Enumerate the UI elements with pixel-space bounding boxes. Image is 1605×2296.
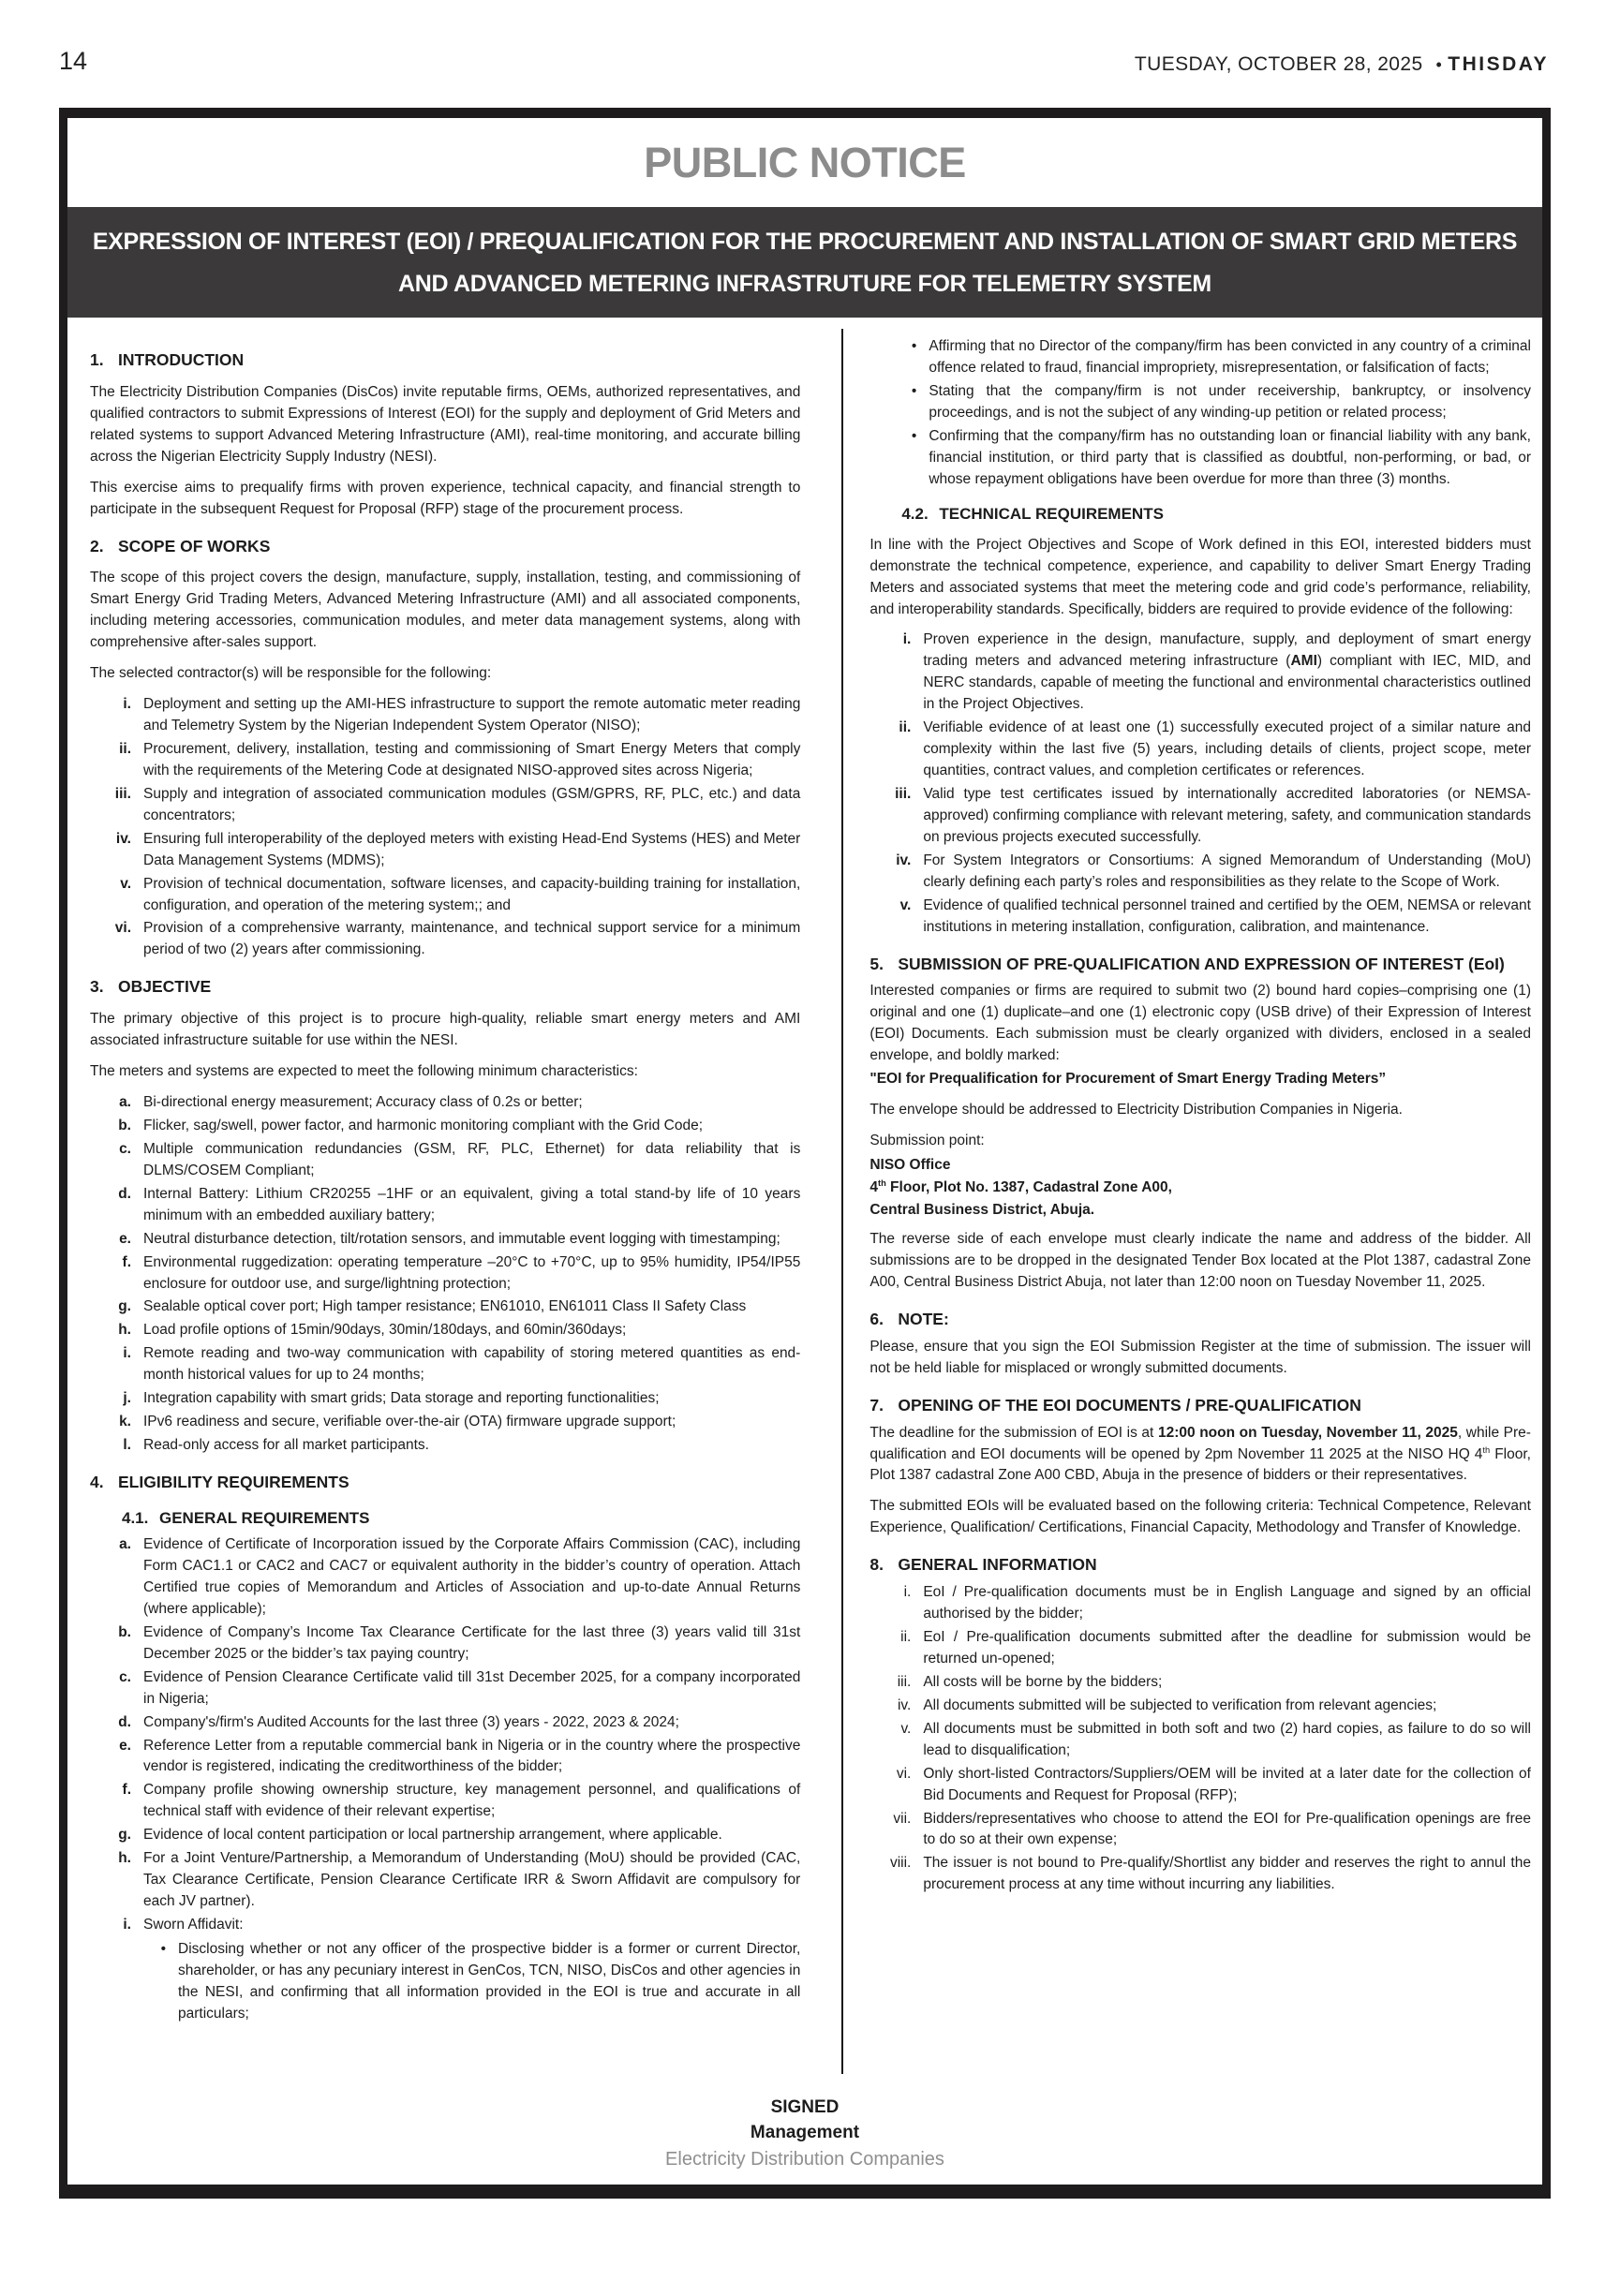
list-item-text: Integration capability with smart grids; Data storage and reporting functionalities; (143, 1390, 660, 1407)
list-marker: i. (123, 696, 131, 713)
section-title: INTRODUCTION (118, 350, 245, 369)
list-item-text: Evidence of Certificate of Incorporation issued by the Corporate Affairs Commission (CAC), including Form CAC1.1 or CAC2 and CAC7 or equivalent authority in the bidder’s country of operation. Attach Certified true copies of Memorandum and Articles of Association and up-to-date Annual Returns (where applicable); (143, 1536, 801, 1617)
list-item-text: Load profile options of 15min/90days, 30min/180days, and 60min/360days; (143, 1322, 627, 1339)
list-item-text: Company's/firm's Audited Accounts for the last three (3) years - 2022, 2023 & 2024; (143, 1713, 679, 1730)
list-item-text: Only short-listed Contractors/Suppliers/OEM will be invited at a later date for the collection of Bid Documents and Request for Proposal (RFP); (923, 1765, 1531, 1803)
list-marker: a. (119, 1094, 131, 1111)
list-marker: h. (118, 1850, 131, 1867)
paragraph: The envelope should be addressed to Electricity Distribution Companies in Nigeria. (869, 1102, 1403, 1118)
address-line: Central Business District, Abuja. (869, 1202, 1095, 1219)
list-item (877, 784, 1531, 849)
list-item (877, 1853, 1531, 1896)
section-title: SCOPE OF WORKS (118, 536, 271, 555)
paragraph: The reverse side of each envelope must clearly indicate the name and address of the bidder. All submissions are to be dropped in the designated Tender Box located at the Plot 1387, cadastral Zone A00, Central Business District Abuja, not later than 12:00 noon on Tuesday November 11, 2025. (869, 1231, 1531, 1290)
paragraph: The deadline for the submission of EOI is at 12:00 noon on Tuesday, November 11, 2025, while Pre-qualification and EOI documents will be opened by 2pm November 11 2025 at the NISO HQ 4th Floor, Plot 1387 cadastral Zone A00 CBD, Abuja in the presence of bidders or their representatives. (869, 1424, 1531, 1484)
list-item-text: Provision of a comprehensive warranty, maintenance, and technical support service for a minimum period of two (2) years after commissioning. (143, 920, 801, 958)
list-item-text: Multiple communication redundancies (GSM, RF, PLC, Ethernet) for data reliability that is DLMS/COSEM Compliant; (143, 1140, 801, 1178)
section-heading (90, 535, 800, 559)
column-left (67, 329, 841, 2074)
section-number: 1. (90, 350, 104, 369)
list-marker: l. (123, 1437, 131, 1454)
list-item (97, 1780, 800, 1823)
list-marker: viii. (889, 1855, 912, 1872)
section-heading (869, 1394, 1531, 1418)
section-heading (901, 502, 1531, 526)
list-item (97, 784, 800, 827)
section-number: 3. (90, 977, 104, 997)
column-right (841, 329, 1542, 2074)
section-heading (869, 953, 1531, 977)
paragraph: This exercise aims to prequalify firms with proven experience, technical capacity, and financial strength to participate in the subsequent Request for Proposal (RFP) stage of the procurement process. (90, 479, 801, 517)
list-item (97, 1388, 800, 1410)
list-marker: j. (123, 1390, 131, 1407)
list-item (901, 426, 1531, 491)
section-number: 6. (869, 1309, 884, 1328)
list-item (97, 1139, 800, 1182)
list-item (97, 694, 800, 737)
list-item-text: Provision of technical documentation, software licenses, and capacity-building training for installation, configuration, and operation of the metering system;; and (143, 875, 801, 913)
list-item-text: All documents must be submitted in both soft and two (2) hard copies, as failure to do so will lead to disqualification; (923, 1720, 1531, 1758)
list-item-text: Procurement, delivery, installation, testing and commissioning of Smart Energy Meters that comply with the requirements of the Metering Code at designated NISO-approved sites across Nigeria; (143, 740, 801, 778)
signature-management: Management (750, 2123, 860, 2143)
paragraph: Please, ensure that you sign the EOI Submission Register at the time of submission. The issuer will not be held liable for misplaced or wrongly submitted documents. (869, 1338, 1531, 1376)
section-title: TECHNICAL REQUIREMENTS (939, 504, 1164, 523)
list-item (97, 739, 800, 782)
list-item-text: EoI / Pre-qualification documents submitted after the deadline for submission would be returned un-opened; (923, 1629, 1531, 1666)
list-marker: v. (899, 896, 912, 913)
list-item-text: Bi-directional energy measurement; Accuracy class of 0.2s or better; (143, 1094, 583, 1111)
list-item-text: Environmental ruggedization: operating temperature –20°C to +70°C, up to 95% humidity, IP54/IP55 enclosure for outdoor use, and surge/lightning protection; (143, 1253, 801, 1292)
section-title: NOTE: (898, 1309, 949, 1328)
list-item (97, 1825, 800, 1846)
list-item-text: Disclosing whether or not any officer of the prospective bidder is a former or current Director, shareholder, or has any pecuniary interest in GenCos, TCN, NISO, DisCos and other agencies in the NESI, and confirming that all information provided in the EOI is true and accurate in all particulars; (178, 1940, 801, 2022)
notice-title-line-2: AND ADVANCED METERING INFRASTRUTURE FOR TELEMETRY SYSTEM (398, 271, 1211, 297)
list-marker: f. (122, 1782, 131, 1799)
page-number: 14 (59, 47, 88, 75)
list-marker: k. (119, 1414, 131, 1430)
list (877, 1582, 1531, 1896)
list-item (97, 1915, 800, 2027)
section-heading (869, 1553, 1531, 1578)
list-item (877, 851, 1531, 894)
list-item (877, 1582, 1531, 1625)
list-item-text: Confirming that the company/firm has no outstanding loan or financial liability with any bank, financial institution, or third party that is classified as doubtful, non-performing, or bad, or whose repayment obligations have been overdue for more than three (3) months. (929, 427, 1531, 487)
list-marker: e. (119, 1737, 131, 1754)
list-marker: f. (122, 1253, 131, 1270)
list-item-text: Supply and integration of associated communication modules (GSM/GPRS, RF, PLC, etc.) and data concentrators; (143, 785, 801, 823)
list-item-text: EoI / Pre-qualification documents must be in English Language and signed by an official authorised by the bidder; (923, 1584, 1531, 1622)
list-item (97, 1092, 800, 1114)
address-line: NISO Office (869, 1157, 951, 1174)
list-item-text: Bidders/representatives who choose to attend the EOI for Pre-qualification openings are free to do so at their own expense; (923, 1810, 1531, 1848)
section-number: 8. (869, 1555, 884, 1575)
section-title: SUBMISSION OF PRE-QUALIFICATION AND EXPRESSION OF INTEREST (EoI) (898, 954, 1505, 973)
list-marker: ii. (899, 719, 912, 736)
list-item-text: The issuer is not bound to Pre-qualify/Shortlist any bidder and reserves the right to annul the procurement process at any time without incurring any liabilities. (923, 1855, 1531, 1893)
section-title: OPENING OF THE EOI DOCUMENTS / PRE-QUALIFICATION (898, 1395, 1361, 1415)
notice-title-bar (67, 207, 1542, 318)
paragraph: In line with the Project Objectives and Scope of Work defined in this EOI, interested bidders must demonstrate the technical competence, experience, and capability to deliver Smart Energy Trading Meters and associated systems that meet the metering code and grid code’s performance, reliability, and interoperability standards. Specifically, bidders are required to provide evidence of the following: (869, 536, 1531, 617)
list-item-text: Reference Letter from a reputable commercial bank in Nigeria or in the country where the prospective vendor is registered, indicating the creditworthiness of the bidder; (143, 1737, 801, 1775)
notice-title-line-1: EXPRESSION OF INTEREST (EOI) / PREQUALIFICATION FOR THE PROCUREMENT AND INSTALLATION OF SMART GRID METERS (92, 229, 1518, 255)
list-item-text: Ensuring full interoperability of the deployed meters with existing Head-End Systems (HES) and Meter Data Management Systems (MDMS); (143, 830, 801, 868)
list-item (97, 1229, 800, 1251)
list-marker: i. (123, 1345, 131, 1362)
list-item-text: Remote reading and two-way communication with capability of storing metered quantities as end-month historical values for up to 24 months; (143, 1345, 801, 1384)
list-item-text: Sworn Affidavit: • Disclosing whether or not any officer of the prospective bidder is a former or current Director, shareholder, or has any pecuniary interest in GenCos, TCN, NISO, DisCos and other agencies in the NESI, and confirming that all information provided in the EOI is true and accurate in all particulars; (143, 1915, 800, 2027)
list-item-text: Evidence of Company’s Income Tax Clearance Certificate for the last three (3) years valid till 31st December 2025 or the bidder’s tax paying country; (143, 1623, 801, 1662)
list (901, 336, 1531, 491)
list-item (97, 1296, 800, 1318)
list-marker: iv. (896, 852, 912, 868)
list-marker: vii. (893, 1810, 912, 1827)
list-item-text: For System Integrators or Consortiums: A signed Memorandum of Understanding (MoU) clearly defining each party’s roles and responsibilities as they relate to the Scope of Work. (923, 852, 1531, 890)
section-title: GENERAL INFORMATION (898, 1555, 1097, 1575)
list-marker: c. (119, 1140, 131, 1157)
list-item (877, 630, 1531, 716)
list-item (877, 1764, 1531, 1807)
list-marker: b. (118, 1623, 131, 1640)
list (149, 1939, 800, 2025)
list-item-text: Proven experience in the design, manufacture, supply, and deployment of smart energy trading meters and advanced metering infrastructure (AMI) compliant with IEC, MID, and NERC standards, capable of meeting the functional and environmental characteristics outlined in the Project Objectives. (923, 631, 1531, 713)
public-notice-box (59, 108, 1551, 2199)
section-heading (122, 1506, 800, 1530)
list-item (97, 1667, 800, 1711)
list-item (877, 718, 1531, 782)
section-title: GENERAL REQUIREMENTS (159, 1508, 370, 1527)
bullet-separator-icon: • (1435, 55, 1443, 74)
section-number: 7. (869, 1395, 884, 1415)
list-item-text: Company profile showing ownership structure, key management personnel, and qualifications of technical staff with evidence of their relevant expertise; (143, 1782, 801, 1820)
list-marker: d. (118, 1185, 131, 1202)
list-item (97, 1116, 800, 1137)
list-item-text: Flicker, sag/swell, power factor, and harmonic monitoring compliant with the Grid Code; (143, 1117, 704, 1133)
paragraph: The Electricity Distribution Companies (DisCos) invite reputable firms, OEMs, authorized representatives, and qualified contractors to submit Expressions of Interest (EOI) for the supply and deployment of Grid Meters and related systems to support Advanced Metering Infrastructure (AMI), real-time monitoring, and accurate billing across the Nigerian Electricity Supply Industry (NESI). (90, 383, 801, 465)
list-marker: c. (119, 1668, 131, 1685)
section-number: 4.2. (901, 504, 929, 523)
section-heading (90, 975, 800, 1000)
section-number: 2. (90, 536, 104, 555)
section-number: 4.1. (122, 1508, 149, 1527)
list (97, 1092, 800, 1457)
list-item (877, 1719, 1531, 1762)
paragraph: The selected contractor(s) will be responsible for the following: (90, 665, 492, 682)
list-item-text: Evidence of local content participation or local partnership arrangement, where applicable. (143, 1827, 722, 1844)
bullet-icon: • (911, 338, 917, 354)
list-item-text: IPv6 readiness and secure, verifiable over-the-air (OTA) firmware upgrade support; (143, 1414, 676, 1430)
list-item-text: Evidence of qualified technical personnel trained and certified by the OEM, NEMSA or relevant institutions in metering installation, configuration, calibration, and maintenance. (923, 896, 1531, 935)
list-item-text: All documents submitted will be subjected to verification from relevant agencies; (923, 1696, 1437, 1713)
list-marker: iii. (114, 785, 131, 802)
list-item (97, 918, 800, 961)
list-item (97, 1712, 800, 1734)
list-marker: vi. (896, 1765, 912, 1782)
paragraph: The primary objective of this project is to procure high-quality, reliable smart energy meters and AMI associated infrastructure suitable for use within the NESI. (90, 1011, 801, 1049)
paragraph: Interested companies or firms are required to submit two (2) bound hard copies–comprising one (1) original and one (1) duplicate–and one (1) electronic copy (USB drive) of their Expression of Interest (EOI) Documents. Each submission must be clearly organized with dividers, enclosed in a sealed envelope, and boldly marked: (869, 983, 1531, 1064)
list-item (97, 1252, 800, 1296)
list-item-text: Verifiable evidence of at least one (1) successfully executed project of a similar nature and complexity within the last five (5) years, including details of clients, project scope, meter quantities, contract values, and completion certificates or references. (923, 719, 1531, 779)
signature-block (67, 2080, 1542, 2185)
list-item (877, 1696, 1531, 1717)
list-marker: vi. (114, 920, 131, 937)
list-item-text: Read-only access for all market participants. (143, 1437, 429, 1454)
list-marker: ii. (119, 740, 131, 757)
list-item-text: Evidence of Pension Clearance Certificate valid till 31st December 2025, for a company incorporated in Nigeria; (143, 1668, 801, 1707)
list-marker: i. (902, 631, 912, 648)
address-block (869, 1154, 1531, 1222)
list-item (97, 1184, 800, 1227)
list-item-text: Stating that the company/firm is not under receivership, bankruptcy, or insolvency proceedings, and is not the subject of any winding-up petition or related process; (929, 382, 1531, 421)
list-marker: v. (120, 875, 131, 892)
list-marker: g. (118, 1827, 131, 1844)
list-item (97, 1343, 800, 1386)
paragraph: The scope of this project covers the design, manufacture, supply, installation, testing, and commissioning of Smart Energy Grid Trading Meters, Advanced Metering Infrastructure (AMI) and all associated components, including metering accessories, communication modules, and meter data management systems, along with comprehensive after-sales support. (90, 570, 801, 651)
list-item (149, 1939, 800, 2025)
list-marker: ii. (900, 1629, 912, 1646)
list-marker: v. (900, 1720, 912, 1737)
section-heading (90, 1471, 800, 1495)
list-marker: a. (119, 1536, 131, 1553)
section-title: ELIGIBILITY REQUIREMENTS (118, 1473, 349, 1492)
public-notice-banner: PUBLIC NOTICE (644, 138, 966, 186)
paragraph: The submitted EOIs will be evaluated based on the following criteria: Technical Competence, Relevant Experience, Qualification/ Certifications, Financial Capacity, Methodology and Transfer of Knowledge. (869, 1498, 1531, 1536)
section-heading (869, 1308, 1531, 1332)
list-item (97, 1736, 800, 1779)
list-marker: d. (118, 1713, 131, 1730)
list-marker: iii. (895, 786, 912, 803)
section-title: OBJECTIVE (118, 977, 212, 997)
list-marker: iv. (897, 1696, 912, 1713)
list-item (901, 381, 1531, 424)
masthead (59, 47, 1549, 76)
bullet-icon: • (911, 427, 917, 444)
list-item-text: Internal Battery: Lithium CR20255 –1HF or an equivalent, giving a total stand-by life of 10 years minimum with an embedded auxiliary battery; (143, 1185, 801, 1223)
list-marker: iv. (115, 830, 131, 847)
list-marker: i. (123, 1917, 131, 1933)
masthead-date: TUESDAY, OCTOBER 28, 2025 (1134, 53, 1423, 75)
masthead-brand: THISDAY (1448, 53, 1549, 75)
paragraph: "EOI for Prequalification for Procurement of Smart Energy Trading Meters” (869, 1071, 1387, 1088)
bullet-icon: • (911, 382, 917, 399)
section-number: 4. (90, 1473, 104, 1492)
list-marker: i. (903, 1584, 912, 1601)
address-line: 4th Floor, Plot No. 1387, Cadastral Zone A00, (869, 1178, 1172, 1196)
list-item-text: Neutral disturbance detection, tilt/rotation sensors, and immutable event logging with timestamping; (143, 1230, 780, 1247)
list-item (97, 1412, 800, 1433)
list-marker: b. (118, 1117, 131, 1133)
list-item (877, 1627, 1531, 1670)
signature-signed: SIGNED (770, 2096, 840, 2117)
paragraph: The meters and systems are expected to meet the following minimum characteristics: (90, 1063, 638, 1080)
list (97, 694, 800, 961)
list-item (97, 1848, 800, 1913)
list-marker: g. (118, 1298, 131, 1315)
list-item-text: All costs will be borne by the bidders; (923, 1673, 1163, 1690)
list-item (97, 874, 800, 917)
list-marker: h. (118, 1322, 131, 1339)
list-item-text: For a Joint Venture/Partnership, a Memorandum of Understanding (MoU) should be provided (CAC, Tax Clearance Certificate, Pension Clearance Certificate IRR & Sworn Affidavit are compulsory for each JV partner). (143, 1850, 801, 1910)
list-item (877, 896, 1531, 939)
notice-columns (67, 318, 1542, 2080)
section-number: 5. (869, 954, 884, 973)
list-item (97, 829, 800, 872)
list-item (877, 1809, 1531, 1852)
list-item (97, 1622, 800, 1666)
masthead-date-line (1135, 53, 1549, 76)
list-marker: iii. (897, 1673, 912, 1690)
list-item (877, 1672, 1531, 1694)
paragraph: Submission point: (869, 1133, 985, 1149)
list-item (901, 336, 1531, 379)
list-item (97, 1435, 800, 1457)
section-heading (90, 348, 800, 373)
list-item-text: Sealable optical cover port; High tamper resistance; EN61010, EN61011 Class II Safety Class (143, 1298, 747, 1315)
list-item-text: Affirming that no Director of the company/firm has been convicted in any country of a criminal offence related to fraud, financial impropriety, misrepresentation, or falsification of facts; (929, 338, 1531, 376)
list (97, 1534, 800, 2027)
list-item-text: Valid type test certificates issued by internationally accredited laboratories (or NEMSA-approved) confirming compliance with relevant metering, safety, and communication standards on previous projects executed successfully. (923, 786, 1531, 845)
bullet-icon: • (160, 1940, 166, 1957)
list-marker: e. (119, 1230, 131, 1247)
list (877, 630, 1531, 938)
list-item-text: Deployment and setting up the AMI-HES infrastructure to support the remote automatic meter reading and Telemetry System by the Nigerian Independent System Operator (NISO); (143, 696, 801, 734)
list-item (97, 1534, 800, 1621)
signature-organization: Electricity Distribution Companies (665, 2149, 944, 2170)
list-item (97, 1320, 800, 1341)
